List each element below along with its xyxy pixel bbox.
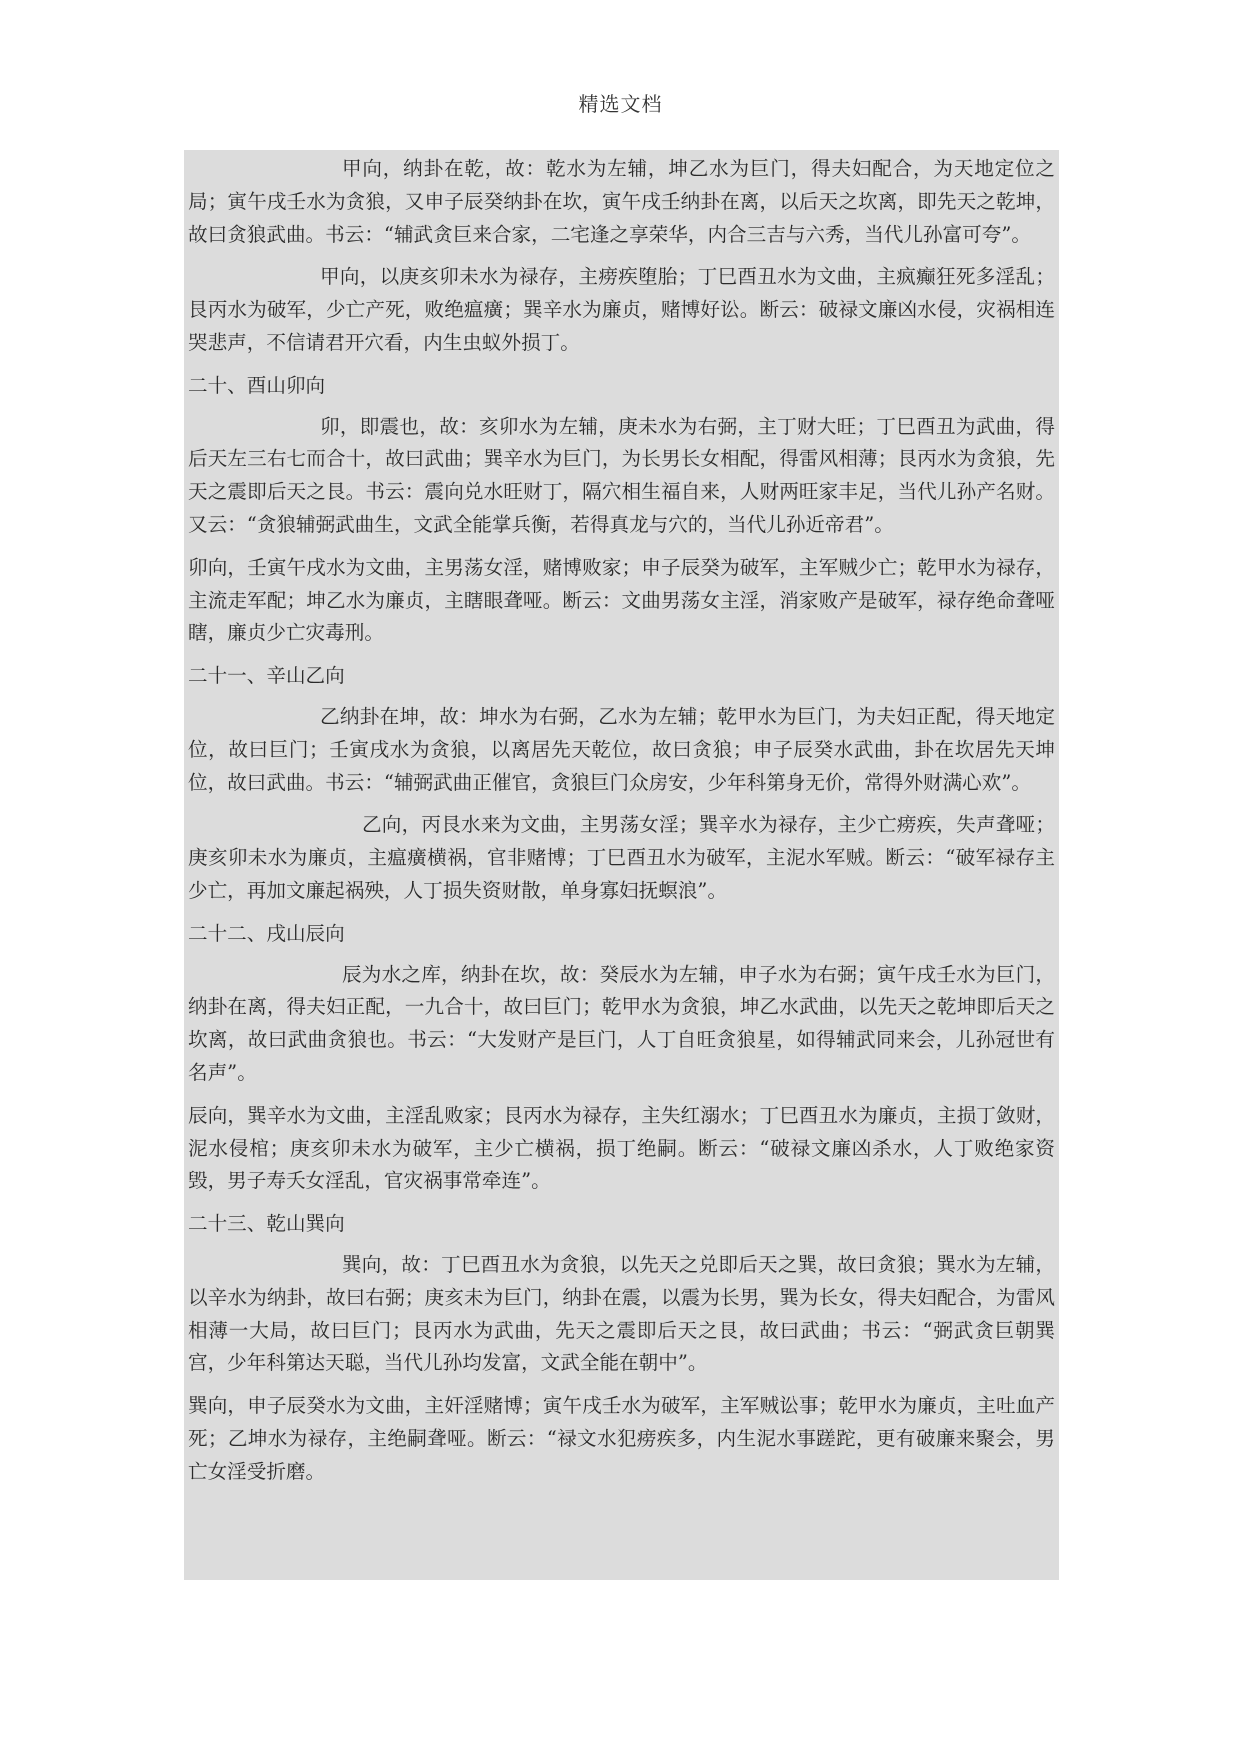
document-body [184,150,1059,1580]
section-heading: 二十三、乾山巽向 [188,1212,345,1236]
paragraph: 卯向，壬寅午戌水为文曲，主男荡女淫，赌博败家；申子辰癸为破军，主军贼少亡；乾甲水为禄存，主流走军配；坤乙水为廉贞，主瞎眼聋哑。断云：文曲男荡女主淫，消家败产是破军，禄存绝命聋哑瞎，廉贞少亡灾毒刑。 [188,555,1055,645]
section-heading: 二十二、戌山辰向 [188,921,345,945]
paragraph: 巽向，故：丁巳酉丑水为贪狼，以先天之兑即后天之巽，故曰贪狼；巽水为左辅，以辛水为纳卦，故曰右弼；庚亥未为巨门，纳卦在震，以震为长男，巽为长女，得夫妇配合，为雷风相薄一大局，故曰巨门；艮丙水为武曲，先天之震即后天之艮，故曰武曲；书云：“弼武贪巨朝巽宫，少年科第达天聪，当代儿孙均发富，文武全能在朝中”。 [188,1252,1055,1375]
paragraph: 辰为水之库，纳卦在坎，故：癸辰水为左辅，申子水为右弼；寅午戌壬水为巨门，纳卦在离，得夫妇正配，一九合十，故曰巨门；乾甲水为贪狼，坤乙水武曲，以先天之乾坤即后天之坎离，故曰武曲贪狼也。书云：“大发财产是巨门，人丁自旺贪狼星，如得辅武同来会，儿孙冠世有名声”。 [188,962,1055,1084]
paragraph: 甲向，纳卦在乾，故：乾水为左辅，坤乙水为巨门，得夫妇配合，为天地定位之局；寅午戌壬水为贪狼，又申子辰癸纳卦在坎，寅午戌壬纳卦在离，以后天之坎离，即先天之乾坤，故曰贪狼武曲。书云：“辅武贪巨来合家，二宅逢之享荣华，内合三吉与六秀，当代儿孙富可夸”。 [188,157,1055,246]
section-heading: 二十、酉山卯向 [188,373,326,397]
paragraph: 甲向，以庚亥卯未水为禄存，主痨疾堕胎；丁巳酉丑水为文曲，主疯癫狂死多淫乱；艮丙水为破军，少亡产死，败绝瘟癀；巽辛水为廉贞，赌博好讼。断云：破禄文廉凶水侵，灾祸相连哭悲声，不信请君开穴看，内生虫蚁外损丁。 [188,265,1055,354]
paragraph: 乙纳卦在坤，故：坤水为右弼，乙水为左辅；乾甲水为巨门，为夫妇正配，得天地定位，故曰巨门；壬寅戌水为贪狼，以离居先天乾位，故曰贪狼；申子辰癸水武曲，卦在坎居先天坤位，故曰武曲。书云：“辅弼武曲正催官，贪狼巨门众房安，少年科第身无价，常得外财满心欢”。 [188,704,1055,794]
paragraph: 辰向，巽辛水为文曲，主淫乱败家；艮丙水为禄存，主失红溺水；丁巳酉丑水为廉贞，主损丁敛财，泥水侵棺；庚亥卯未水为破军，主少亡横祸，损丁绝嗣。断云：“破禄文廉凶杀水，人丁败绝家资毁，男子寿夭女淫乱，官灾祸事常牵连”。 [188,1103,1055,1193]
paragraph: 卯，即震也，故：亥卯水为左辅，庚未水为右弼，主丁财大旺；丁巳酉丑为武曲，得后天左三右七而合十，故曰武曲；巽辛水为巨门，为长男长女相配，得雷风相薄；艮丙水为贪狼，先天之震即后天之艮。书云：震向兑水旺财丁，隔穴相生福自来，人财两旺家丰足，当代儿孙产名财。又云：“贪狼辅弼武曲生，文武全能掌兵衡，若得真龙与穴的，当代儿孙近帝君”。 [188,414,1055,536]
section-heading: 二十一、辛山乙向 [188,664,345,688]
page-header: 精选文档 [578,92,663,116]
paragraph: 乙向，丙艮水来为文曲，主男荡女淫；巽辛水为禄存，主少亡痨疾，失声聋哑；庚亥卯未水为廉贞，主瘟癀横祸，官非赌博；丁巳酉丑水为破军，主泥水军贼。断云：“破军禄存主少亡，再加文廉起祸殃，人丁损失资财散，单身寡妇抚螟浪”。 [188,813,1055,902]
paragraph: 巽向，申子辰癸水为文曲，主奸淫赌博；寅午戌壬水为破军，主军贼讼事；乾甲水为廉贞，主吐血产死；乙坤水为禄存，主绝嗣聋哑。断云：“禄文水犯痨疾多，内生泥水事蹉跎，更有破廉来聚会，男亡女淫受折磨。 [188,1394,1055,1483]
